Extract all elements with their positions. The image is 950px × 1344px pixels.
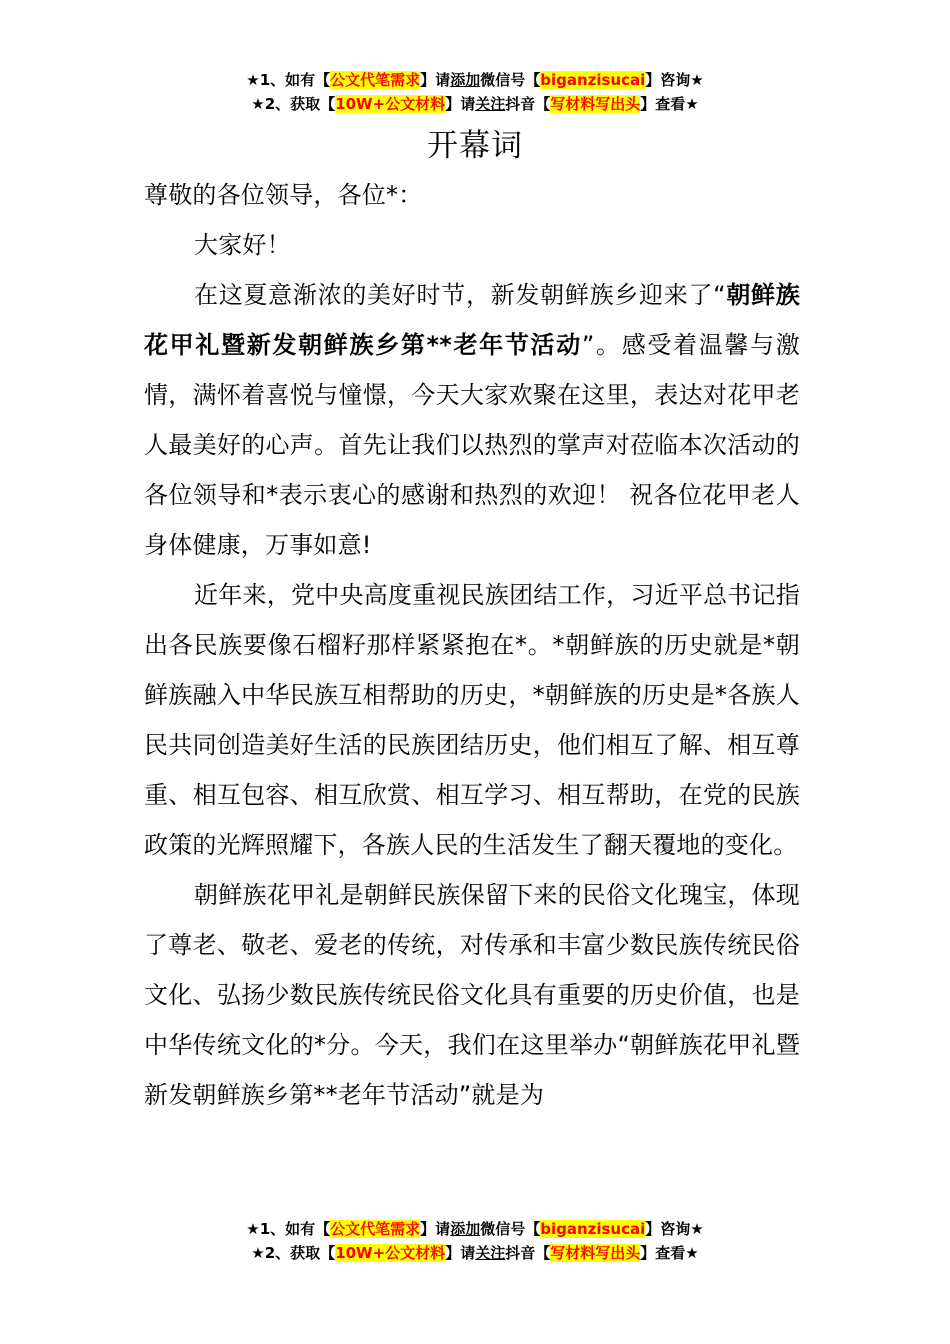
promo-underlined-add: 添加 [450,1220,481,1238]
promo-line-2-prefix: ★2、获取【 [251,1244,336,1262]
promo-line-2-footer [0,1241,950,1265]
promo-highlight-materials: 10W+公文材料 [335,95,446,113]
paragraph-1-intro: 在这夏意渐浓的美好时节，新发朝鲜族乡迎来了“ [194,281,726,309]
paragraph-1 [144,270,800,570]
promo-highlight-douyin: 写材料写出头 [550,1244,641,1262]
promo-line-2-mid1: 】请 [445,95,476,113]
greeting: 大家好！ [194,231,291,259]
promo-highlight-service: 公文代笔需求 [330,71,421,89]
promo-header-top [0,68,950,116]
event-name-bold: 朝鲜族花甲礼暨新发朝鲜族乡第**老年节活动 [144,281,800,359]
promo-line-1-mid1: 】请 [420,71,451,89]
promo-line-1-footer [0,1217,950,1241]
promo-line-2-mid2: 抖音【 [505,1244,551,1262]
paragraph-3: 朝鲜族花甲礼是朝鲜民族保留下来的民俗文化瑰宝，体现了尊老、敬老、爱老的传统，对传承和丰富少数民族传统民俗文化、弘扬少数民族传统民俗文化具有重要的历史价值，也是中华传统文化的*分。今天，我们在这里举办“朝鲜族花甲礼暨新发朝鲜族乡第**老年节活动”就是为 [144,881,800,1109]
promo-underlined-follow: 关注 [475,1244,506,1262]
promo-highlight-wechat: biganzisucai [540,71,646,89]
promo-line-2 [0,92,950,116]
promo-line-1-prefix: ★1、如有【 [246,1220,331,1238]
promo-line-1-mid2: 微信号【 [480,71,541,89]
paragraph-2: 近年来，党中央高度重视民族团结工作，习近平总书记指出各民族要像石榴籽那样紧紧抱在*。*朝鲜族的历史就是*朝鲜族融入中华民族互相帮助的历史，*朝鲜族的历史是*各族人民共同创造美好生活的民族团结历史，他们相互了解、相互尊重、相互包容、相互欣赏、相互学习、相互帮助，在党的民族政策的光辉照耀下，各族人民的生活发生了翻天覆地的变化。 [144,581,800,859]
promo-line-1 [0,68,950,92]
promo-line-1-mid1: 】请 [420,1220,451,1238]
promo-line-2-mid1: 】请 [445,1244,476,1262]
promo-underlined-add: 添加 [450,71,481,89]
document-title: 开幕词 [427,128,523,164]
promo-line-1-suffix: 】咨询★ [645,1220,704,1238]
promo-line-1-mid2: 微信号【 [480,1220,541,1238]
promo-footer-bottom [0,1217,950,1265]
promo-underlined-follow: 关注 [475,95,506,113]
promo-highlight-wechat: biganzisucai [540,1220,646,1238]
promo-line-1-prefix: ★1、如有【 [246,71,331,89]
promo-highlight-douyin: 写材料写出头 [550,95,641,113]
paragraph-1-rest: ”。感受着温馨与激情，满怀着喜悦与憧憬，今天大家欢聚在这里，表达对花甲老人最美好的心声。首先让我们以热烈的掌声对莅临本次活动的各位领导和*表示衷心的感谢和热烈的欢迎！ 祝各位花甲老人身体健康，万事如意! [144,331,800,559]
promo-line-1-suffix: 】咨询★ [645,71,704,89]
promo-line-2-mid2: 抖音【 [505,95,551,113]
promo-line-2-suffix: 】查看★ [640,1244,699,1262]
promo-line-2-suffix: 】查看★ [640,95,699,113]
document-body [144,170,800,1120]
promo-highlight-service: 公文代笔需求 [330,1220,421,1238]
promo-line-2-prefix: ★2、获取【 [251,95,336,113]
promo-highlight-materials: 10W+公文材料 [335,1244,446,1262]
salutation: 尊敬的各位领导，各位*： [144,181,423,209]
